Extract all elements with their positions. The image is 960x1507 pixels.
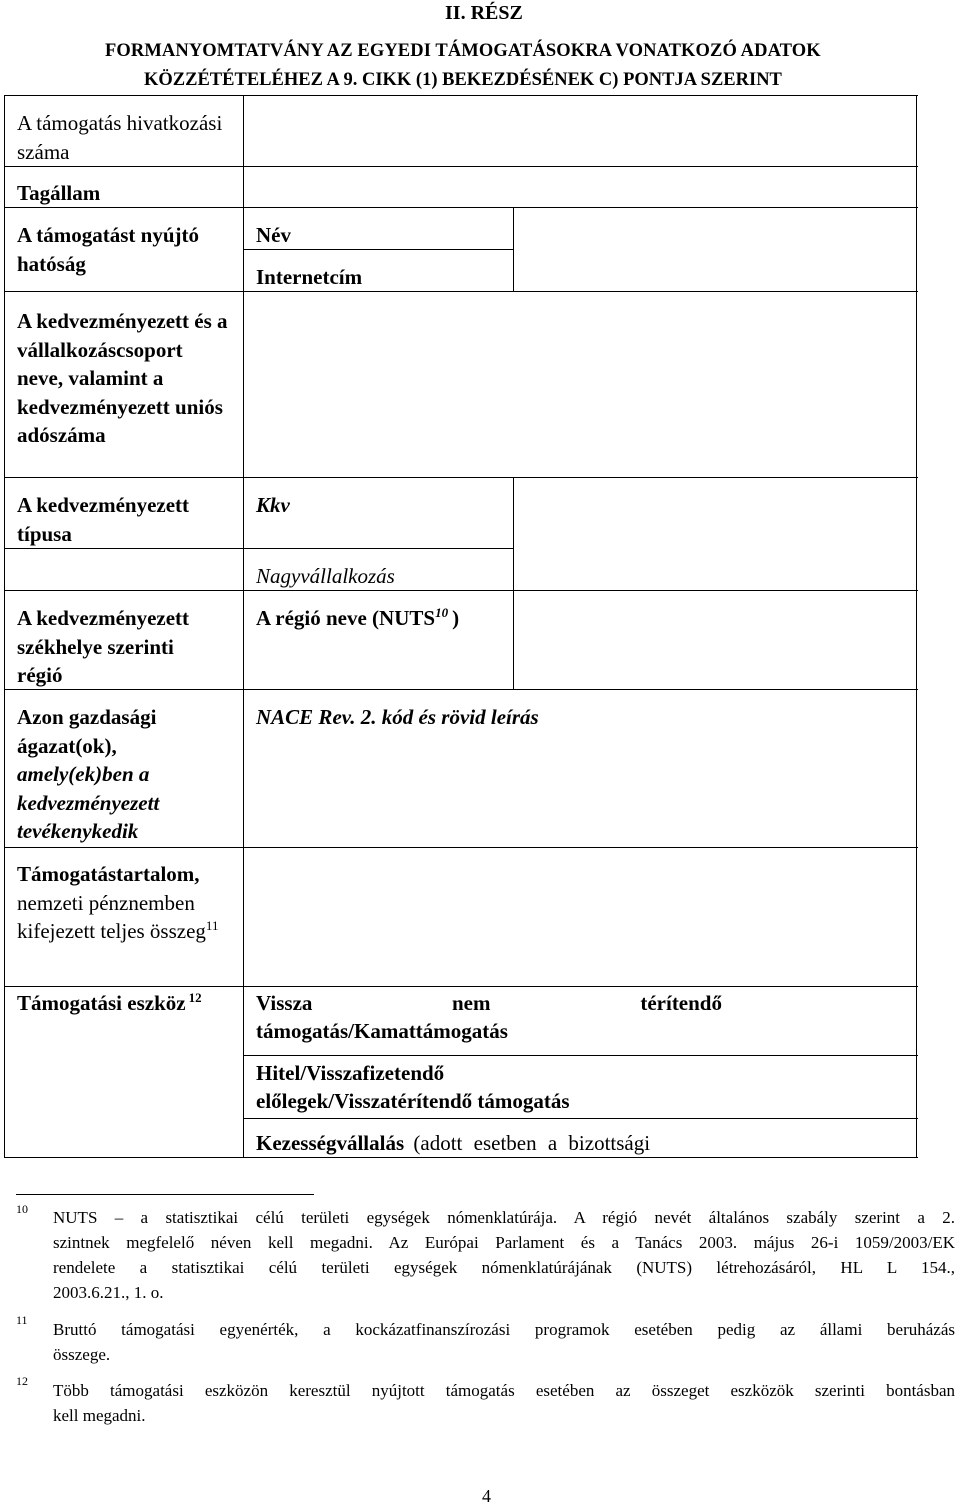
authority-website-label: Internetcím — [256, 265, 363, 289]
region-name-close: ) — [452, 606, 460, 630]
region-name-label — [256, 604, 459, 633]
footnote-ref-11: 11 — [205, 918, 219, 933]
footnote-10-line-1: NUTS – a statisztikai célú területi egységek nómenklatúrája. A régió nevét általános szabály szerint a 2. — [53, 1208, 955, 1227]
label-aid-amount-rest: nemzeti pénznemben kifejezett teljes összeg — [17, 890, 206, 943]
footnote-10-line-2: szintnek megfelelő néven kell megadni. Az Európai Parlament és a Tanács 2003. május 26-i 1059/2003/EK — [53, 1233, 955, 1252]
label-beneficiary-region: A kedvezményezett székhelye szerinti régió — [17, 606, 190, 687]
label-aid-reference-number: A támogatás hivatkozási száma — [17, 111, 223, 164]
footnote-11-number: 11 — [16, 1313, 28, 1327]
instrument-option-grant-word-1: Vissza — [256, 991, 313, 1015]
label-beneficiary-name: A kedvezményezett és a vállalkozáscsoport neve, valamint a kedvezményezett uniós adószáma — [17, 309, 228, 447]
type-option-large-enterprise: Nagyvállalkozás — [256, 564, 395, 588]
label-beneficiary-type: A kedvezményezett típusa — [17, 493, 190, 546]
instrument-option-grant — [256, 989, 722, 1018]
label-economic-sector-bold: Azon gazdasági ágazat(ok), — [17, 705, 157, 758]
instrument-option-loan-line-2: előlegek/Visszatérítendő támogatás — [256, 1089, 570, 1113]
footnote-12-line-1: Több támogatási eszközön keresztül nyújtott támogatás esetében az összeget eszközök szerinti bontásban — [53, 1381, 955, 1400]
instrument-option-grant-word-2: nem — [452, 991, 491, 1015]
label-aid-instrument — [17, 989, 202, 1018]
label-aid-instrument-text: Támogatási eszköz — [17, 991, 186, 1015]
instrument-option-grant-word-3: térítendő — [640, 991, 722, 1015]
label-aid-amount-bold: Támogatástartalom, — [17, 862, 200, 886]
label-member-state: Tagállam — [17, 181, 101, 205]
instrument-option-loan-line-1: Hitel/Visszafizetendő — [256, 1061, 445, 1085]
footnote-12-line-2: kell megadni. — [53, 1406, 146, 1425]
instrument-option-guarantee — [256, 1129, 726, 1158]
page-number: 4 — [482, 1486, 491, 1506]
form-title-line-2: KÖZZÉTÉTELÉHEZ A 9. CIKK (1) BEKEZDÉSÉNEK C) PONTJA SZERINT — [144, 70, 782, 90]
region-name-text: A régió neve (NUTS — [256, 606, 436, 630]
instrument-option-grant-line-2: támogatás/Kamattámogatás — [256, 1019, 508, 1043]
instrument-option-guarantee-rest: (adott esetben a bizottsági — [413, 1131, 651, 1155]
footnote-12-number: 12 — [16, 1374, 28, 1388]
label-aid-amount — [17, 860, 242, 946]
footnote-11-line-2: összege. — [53, 1345, 111, 1364]
footnote-10-line-3: rendelete a statisztikai célú területi egységek nómenklatúrájának (NUTS) létrehozásáról, HL L 154., — [53, 1258, 955, 1277]
footnote-11-line-1: Bruttó támogatási egyenérték, a kockázatfinanszírozási programok esetében pedig az állami beruházás — [53, 1320, 955, 1339]
footnote-ref-10: 10 — [435, 605, 449, 620]
footnote-separator — [16, 1194, 314, 1195]
footnote-ref-12: 12 — [188, 990, 202, 1005]
type-option-sme: Kkv — [256, 493, 290, 517]
authority-name-label: Név — [256, 223, 291, 247]
part-heading: II. RÉSZ — [445, 2, 523, 24]
instrument-option-guarantee-bold: Kezességvállalás — [256, 1131, 405, 1155]
label-economic-sector-italic: amely(ek)ben a kedvezményezett tevékenykedik — [17, 762, 160, 843]
form-title-line-1: FORMANYOMTATVÁNY AZ EGYEDI TÁMOGATÁSOKRA VONATKOZÓ ADATOK — [105, 41, 821, 61]
footnote-10-number: 10 — [16, 1202, 28, 1216]
nace-code-label: NACE Rev. 2. kód és rövid leírás — [256, 705, 539, 729]
label-economic-sector — [17, 703, 237, 846]
label-granting-authority: A támogatást nyújtó hatóság — [17, 223, 199, 276]
footnote-10-line-4: 2003.6.21., 1. o. — [53, 1283, 164, 1302]
